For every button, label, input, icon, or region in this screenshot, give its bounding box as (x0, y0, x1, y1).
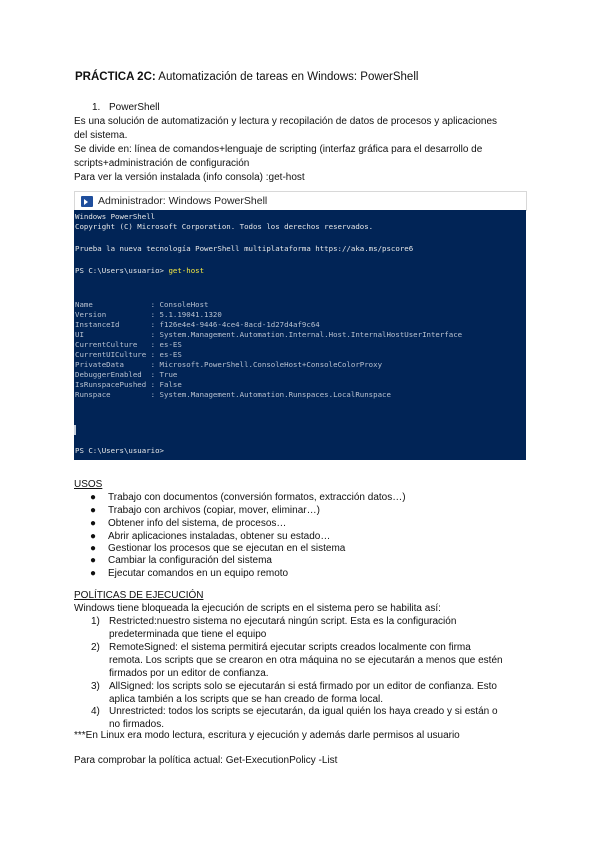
paragraph-line: scripts+administración de configuración (74, 158, 250, 169)
console-line: Copyright (C) Microsoft Corporation. Todos los derechos reservados. (75, 222, 374, 231)
console-cursor-mark (74, 425, 76, 435)
console-output-line: Version : 5.1.19041.1320 (75, 310, 222, 319)
politica-line: remota. Los scripts que se crearon en otra máquina no se ejecutarán a menos que estén (109, 655, 503, 666)
paragraph-line: Para ver la versión instalada (info consola) :get-host (74, 172, 305, 183)
usos-item: Trabajo con documentos (conversión formatos, extracción datos…) (108, 492, 406, 503)
powershell-window-title: Administrador: Windows PowerShell (98, 195, 268, 207)
console-output-line: IsRunspacePushed : False (75, 380, 182, 389)
politica-line: predeterminada que tiene el equipo (109, 629, 267, 640)
politica-line: RemoteSigned: el sistema permitirá ejecutar scripts creados localmente con firma (109, 642, 471, 653)
bullet-dot: ● (90, 543, 97, 554)
console-output-line: Name : ConsoleHost (75, 300, 209, 309)
politica-line: Restricted:nuestro sistema no ejecutará ningún script. Esta es la configuración (109, 616, 457, 627)
politica-line: firmados por un editor de confianza. (109, 668, 269, 679)
usos-item: Cambiar la configuración del sistema (108, 555, 272, 566)
usos-item: Abrir aplicaciones instaladas, obtener su estado… (108, 531, 331, 542)
bullet-dot: ● (90, 518, 97, 529)
console-output-line: InstanceId : f126e4e4-9446-4ce4-8acd-1d27d4af9c64 (75, 320, 320, 329)
console-output-line: Runspace : System.Management.Automation.Runspaces.LocalRunspace (75, 390, 391, 399)
page-title (75, 71, 418, 83)
bullet-dot: ● (90, 568, 97, 579)
title-rest: Automatización de tareas en Windows: PowerShell (155, 71, 419, 83)
usos-heading: USOS (74, 479, 103, 490)
politica-line: no firmados. (109, 719, 165, 730)
list-number: 2) (91, 642, 100, 653)
title-bold: PRÁCTICA 2C: (75, 71, 156, 83)
console-output-line: DebuggerEnabled : True (75, 370, 178, 379)
politicas-heading: POLÍTICAS DE EJECUCIÓN (74, 590, 204, 601)
politica-line: AllSigned: los scripts solo se ejecutarán si está firmado por un editor de confianza. Esto (109, 681, 497, 692)
console-prompt: PS C:\Users\usuario> (75, 266, 164, 275)
list-number: 1) (91, 616, 100, 627)
linux-note: ***En Linux era modo lectura, escritura y ejecución y además darle permisos al usuario (74, 730, 460, 741)
console-final-prompt: PS C:\Users\usuario> (75, 446, 164, 455)
list-number: 3) (91, 681, 100, 692)
console-output-line: UI : System.Management.Automation.Internal.Host.InternalHostUserInterface (75, 330, 463, 339)
politicas-intro: Windows tiene bloqueada la ejecución de scripts en el sistema pero se habilita así: (74, 603, 441, 614)
console-line: Windows PowerShell (75, 212, 156, 221)
bullet-dot: ● (90, 505, 97, 516)
console-command: get-host (168, 266, 205, 275)
bullet-dot: ● (90, 531, 97, 542)
section-number: 1. (92, 102, 101, 113)
check-policy-line: Para comprobar la política actual: Get-ExecutionPolicy -List (74, 755, 338, 766)
usos-item: Ejecutar comandos en un equipo remoto (108, 568, 289, 579)
list-number: 4) (91, 706, 100, 717)
console-prompt-line (75, 266, 204, 275)
console-output-line: PrivateData : Microsoft.PowerShell.ConsoleHost+ConsoleColorProxy (75, 360, 383, 369)
powershell-window-titlebar (74, 191, 527, 211)
powershell-console (74, 210, 526, 460)
usos-item: Obtener info del sistema, de procesos… (108, 518, 287, 529)
bullet-dot: ● (90, 492, 97, 503)
bullet-dot: ● (90, 555, 97, 566)
paragraph-line: Se divide en: línea de comandos+lenguaje de scripting (interfaz gráfica para el desarrollo de (74, 144, 483, 155)
politica-line: aplica también a los scripts que se han creado de forma local. (109, 694, 384, 705)
console-line: Prueba la nueva tecnología PowerShell multiplataforma https://aka.ms/pscore6 (75, 244, 414, 253)
section-heading: PowerShell (109, 102, 160, 113)
powershell-icon (81, 196, 93, 207)
console-output-line: CurrentUICulture : es-ES (75, 350, 182, 359)
usos-item: Gestionar los procesos que se ejecutan en el sistema (108, 543, 346, 554)
paragraph-line: del sistema. (74, 130, 128, 141)
usos-item: Trabajo con archivos (copiar, mover, eliminar…) (108, 505, 320, 516)
paragraph-line: Es una solución de automatización y lectura y recopilación de datos de procesos y aplicaciones (74, 116, 498, 127)
console-output-line: CurrentCulture : es-ES (75, 340, 182, 349)
politica-line: Unrestricted: todos los scripts se ejecutarán, da igual quién los haya creado y si están o (109, 706, 498, 717)
